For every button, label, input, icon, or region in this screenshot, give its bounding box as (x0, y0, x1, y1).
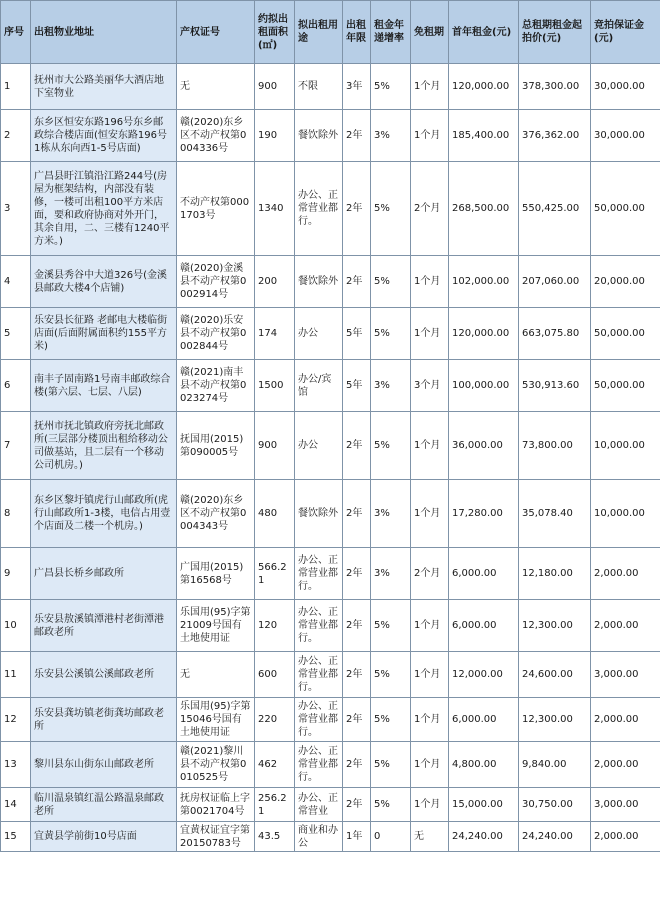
cell-index: 12 (1, 698, 31, 742)
cell-increase-rate: 3% (371, 110, 411, 162)
cell-rent-free: 3个月 (411, 360, 449, 412)
cell-index: 4 (1, 256, 31, 308)
cell-term: 2年 (343, 110, 371, 162)
table-row (1, 480, 660, 548)
cell-index: 2 (1, 110, 31, 162)
cell-address: 黎川县东山街东山邮政老所 (31, 742, 177, 788)
cell-area: 120 (255, 600, 295, 652)
table-row (1, 256, 660, 308)
cell-term: 2年 (343, 412, 371, 480)
cell-usage: 办公、正常营业都行。 (295, 162, 343, 256)
table-row (1, 308, 660, 360)
cell-address: 东乡区黎圩镇虎行山邮政所(虎行山邮政所1-3楼，电信占用壹个店面及二楼一个机房。) (31, 480, 177, 548)
cell-area: 43.5 (255, 822, 295, 852)
cell-starting-price: 550,425.00 (519, 162, 591, 256)
cell-rent-free: 1个月 (411, 110, 449, 162)
cell-starting-price: 207,060.00 (519, 256, 591, 308)
cell-term: 1年 (343, 822, 371, 852)
cell-address: 南丰子固南路1号南丰邮政综合楼(第六层、七层、八层) (31, 360, 177, 412)
cell-address: 乐安县公溪镇公溪邮政老所 (31, 652, 177, 698)
cell-increase-rate: 5% (371, 64, 411, 110)
cell-area: 200 (255, 256, 295, 308)
cell-usage: 办公、正常营业都行。 (295, 600, 343, 652)
cell-usage: 办公/宾馆 (295, 360, 343, 412)
cell-deed-number: 乐国用(95)字第15046号国有土地使用证 (177, 698, 255, 742)
col-header-first-year-rent: 首年租金(元) (449, 1, 519, 64)
cell-starting-price: 663,075.80 (519, 308, 591, 360)
cell-deposit: 50,000.00 (591, 360, 660, 412)
cell-usage: 餐饮除外 (295, 110, 343, 162)
cell-increase-rate: 5% (371, 162, 411, 256)
cell-increase-rate: 5% (371, 256, 411, 308)
col-header-increase-rate: 租金年递增率 (371, 1, 411, 64)
cell-increase-rate: 5% (371, 698, 411, 742)
cell-term: 5年 (343, 360, 371, 412)
table-body (1, 64, 660, 852)
cell-term: 2年 (343, 548, 371, 600)
cell-increase-rate: 3% (371, 360, 411, 412)
cell-starting-price: 12,300.00 (519, 698, 591, 742)
cell-starting-price: 376,362.00 (519, 110, 591, 162)
cell-deposit: 50,000.00 (591, 308, 660, 360)
cell-increase-rate: 5% (371, 308, 411, 360)
cell-starting-price: 378,300.00 (519, 64, 591, 110)
cell-first-year-rent: 4,800.00 (449, 742, 519, 788)
cell-deed-number: 无 (177, 64, 255, 110)
cell-increase-rate: 5% (371, 788, 411, 822)
cell-increase-rate: 5% (371, 742, 411, 788)
cell-term: 2年 (343, 698, 371, 742)
cell-rent-free: 1个月 (411, 480, 449, 548)
cell-deposit: 30,000.00 (591, 64, 660, 110)
col-header-address: 出租物业地址 (31, 1, 177, 64)
table-row (1, 698, 660, 742)
cell-area: 1340 (255, 162, 295, 256)
table-row (1, 652, 660, 698)
cell-first-year-rent: 100,000.00 (449, 360, 519, 412)
cell-deed-number: 赣(2020)东乡区不动产权第0004343号 (177, 480, 255, 548)
table-row (1, 788, 660, 822)
cell-usage: 餐饮除外 (295, 480, 343, 548)
cell-usage: 办公、正常营业都行。 (295, 698, 343, 742)
cell-first-year-rent: 15,000.00 (449, 788, 519, 822)
cell-area: 256.21 (255, 788, 295, 822)
cell-deposit: 50,000.00 (591, 162, 660, 256)
table-row (1, 600, 660, 652)
cell-term: 2年 (343, 600, 371, 652)
cell-usage: 商业和办公 (295, 822, 343, 852)
cell-deposit: 30,000.00 (591, 110, 660, 162)
cell-first-year-rent: 36,000.00 (449, 412, 519, 480)
col-header-term: 出租年限 (343, 1, 371, 64)
cell-index: 3 (1, 162, 31, 256)
cell-address: 东乡区恒安东路196号东乡邮政综合楼店面(恒安东路196号1栋从东向西1-5号店面) (31, 110, 177, 162)
cell-address: 抚州市大公路美丽华大酒店地下室物业 (31, 64, 177, 110)
cell-index: 7 (1, 412, 31, 480)
cell-starting-price: 24,240.00 (519, 822, 591, 852)
cell-address: 乐安县龚坊镇老街龚坊邮政老所 (31, 698, 177, 742)
cell-deed-number: 抚房权证临上字第0021704号 (177, 788, 255, 822)
cell-deed-number: 不动产权第0001703号 (177, 162, 255, 256)
cell-rent-free: 1个月 (411, 698, 449, 742)
cell-deed-number: 乐国用(95)字第21009号国有土地使用证 (177, 600, 255, 652)
col-header-area: 约拟出租面积(㎡) (255, 1, 295, 64)
cell-deed-number: 无 (177, 652, 255, 698)
cell-index: 5 (1, 308, 31, 360)
cell-area: 900 (255, 412, 295, 480)
cell-index: 8 (1, 480, 31, 548)
cell-index: 15 (1, 822, 31, 852)
col-header-rent-free: 免租期 (411, 1, 449, 64)
cell-first-year-rent: 268,500.00 (449, 162, 519, 256)
cell-usage: 办公、正常营业都行。 (295, 652, 343, 698)
cell-increase-rate: 3% (371, 548, 411, 600)
cell-starting-price: 24,600.00 (519, 652, 591, 698)
cell-address: 广昌县长桥乡邮政所 (31, 548, 177, 600)
table-row (1, 548, 660, 600)
cell-address: 金溪县秀谷中大道326号(金溪县邮政大楼4个店铺) (31, 256, 177, 308)
cell-rent-free: 1个月 (411, 742, 449, 788)
cell-starting-price: 12,180.00 (519, 548, 591, 600)
cell-deposit: 2,000.00 (591, 822, 660, 852)
cell-deposit: 2,000.00 (591, 698, 660, 742)
cell-first-year-rent: 120,000.00 (449, 64, 519, 110)
cell-address: 广昌县盱江镇沿江路244号(房屋为框架结构，内部没有装修，一楼可出租100平方米店面，要和政府协商对外开门，其余自用，二、三楼有1240平方米。) (31, 162, 177, 256)
cell-area: 600 (255, 652, 295, 698)
cell-rent-free: 1个月 (411, 308, 449, 360)
cell-term: 2年 (343, 742, 371, 788)
cell-starting-price: 9,840.00 (519, 742, 591, 788)
cell-rent-free: 1个月 (411, 256, 449, 308)
cell-term: 2年 (343, 162, 371, 256)
cell-rent-free: 1个月 (411, 412, 449, 480)
cell-index: 11 (1, 652, 31, 698)
cell-first-year-rent: 17,280.00 (449, 480, 519, 548)
cell-area: 174 (255, 308, 295, 360)
cell-starting-price: 12,300.00 (519, 600, 591, 652)
col-header-deposit: 竞拍保证金(元) (591, 1, 660, 64)
cell-deed-number: 赣(2020)金溪县不动产权第0002914号 (177, 256, 255, 308)
col-header-starting-price: 总租期租金起拍价(元) (519, 1, 591, 64)
cell-index: 14 (1, 788, 31, 822)
cell-usage: 办公、正常营业 (295, 788, 343, 822)
cell-index: 9 (1, 548, 31, 600)
cell-increase-rate: 5% (371, 600, 411, 652)
cell-deed-number: 赣(2021)南丰县不动产权第0023274号 (177, 360, 255, 412)
cell-first-year-rent: 24,240.00 (449, 822, 519, 852)
cell-area: 1500 (255, 360, 295, 412)
cell-rent-free: 2个月 (411, 548, 449, 600)
cell-usage: 办公 (295, 308, 343, 360)
cell-area: 220 (255, 698, 295, 742)
cell-address: 乐安县长征路 老邮电大楼临街店面(后面附属面积约155平方米) (31, 308, 177, 360)
cell-address: 乐安县敖溪镇潭港村老街潭港邮政老所 (31, 600, 177, 652)
col-header-usage: 拟出租用途 (295, 1, 343, 64)
cell-rent-free: 1个月 (411, 600, 449, 652)
cell-deed-number: 赣(2020)乐安县不动产权第0002844号 (177, 308, 255, 360)
cell-first-year-rent: 12,000.00 (449, 652, 519, 698)
cell-starting-price: 35,078.40 (519, 480, 591, 548)
cell-deposit: 3,000.00 (591, 788, 660, 822)
cell-usage: 办公、正常营业都行。 (295, 548, 343, 600)
cell-usage: 不限 (295, 64, 343, 110)
col-header-deed-number: 产权证号 (177, 1, 255, 64)
table-row (1, 360, 660, 412)
cell-first-year-rent: 120,000.00 (449, 308, 519, 360)
cell-area: 480 (255, 480, 295, 548)
cell-increase-rate: 0 (371, 822, 411, 852)
cell-deposit: 10,000.00 (591, 480, 660, 548)
cell-address: 宜黄县学前街10号店面 (31, 822, 177, 852)
table-row (1, 742, 660, 788)
cell-index: 10 (1, 600, 31, 652)
cell-rent-free: 1个月 (411, 788, 449, 822)
cell-rent-free: 2个月 (411, 162, 449, 256)
cell-deposit: 2,000.00 (591, 600, 660, 652)
cell-index: 13 (1, 742, 31, 788)
cell-rent-free: 无 (411, 822, 449, 852)
cell-index: 6 (1, 360, 31, 412)
cell-deed-number: 抚国用(2015)第090005号 (177, 412, 255, 480)
cell-rent-free: 1个月 (411, 64, 449, 110)
cell-starting-price: 73,800.00 (519, 412, 591, 480)
cell-term: 2年 (343, 480, 371, 548)
cell-increase-rate: 5% (371, 412, 411, 480)
cell-deposit: 3,000.00 (591, 652, 660, 698)
cell-usage: 办公、正常营业都行。 (295, 742, 343, 788)
cell-area: 900 (255, 64, 295, 110)
table-row (1, 412, 660, 480)
cell-deed-number: 宜黄权证宜字第20150783号 (177, 822, 255, 852)
cell-starting-price: 530,913.60 (519, 360, 591, 412)
table-row (1, 822, 660, 852)
cell-increase-rate: 5% (371, 652, 411, 698)
cell-term: 2年 (343, 256, 371, 308)
cell-term: 2年 (343, 652, 371, 698)
cell-term: 5年 (343, 308, 371, 360)
cell-deposit: 10,000.00 (591, 412, 660, 480)
cell-first-year-rent: 185,400.00 (449, 110, 519, 162)
cell-address: 临川温泉镇红温公路温泉邮政老所 (31, 788, 177, 822)
table-row (1, 64, 660, 110)
cell-usage: 餐饮除外 (295, 256, 343, 308)
cell-deposit: 2,000.00 (591, 742, 660, 788)
cell-area: 190 (255, 110, 295, 162)
cell-increase-rate: 3% (371, 480, 411, 548)
cell-first-year-rent: 6,000.00 (449, 600, 519, 652)
cell-address: 抚州市抚北镇政府旁抚北邮政所(三层部分楼顶出租给移动公司做基站，且二层有一个移动公司机房。) (31, 412, 177, 480)
cell-index: 1 (1, 64, 31, 110)
cell-deed-number: 赣(2020)东乡区不动产权第0004336号 (177, 110, 255, 162)
cell-first-year-rent: 6,000.00 (449, 548, 519, 600)
cell-term: 3年 (343, 64, 371, 110)
cell-starting-price: 30,750.00 (519, 788, 591, 822)
cell-area: 566.21 (255, 548, 295, 600)
col-header-index: 序号 (1, 1, 31, 64)
cell-usage: 办公 (295, 412, 343, 480)
cell-term: 2年 (343, 788, 371, 822)
cell-deed-number: 广国用(2015)第16568号 (177, 548, 255, 600)
table-row (1, 162, 660, 256)
cell-first-year-rent: 6,000.00 (449, 698, 519, 742)
cell-rent-free: 1个月 (411, 652, 449, 698)
table-row (1, 110, 660, 162)
cell-deposit: 20,000.00 (591, 256, 660, 308)
header-row (1, 1, 660, 64)
cell-deposit: 2,000.00 (591, 548, 660, 600)
cell-deed-number: 赣(2021)黎川县不动产权第0010525号 (177, 742, 255, 788)
cell-first-year-rent: 102,000.00 (449, 256, 519, 308)
cell-area: 462 (255, 742, 295, 788)
